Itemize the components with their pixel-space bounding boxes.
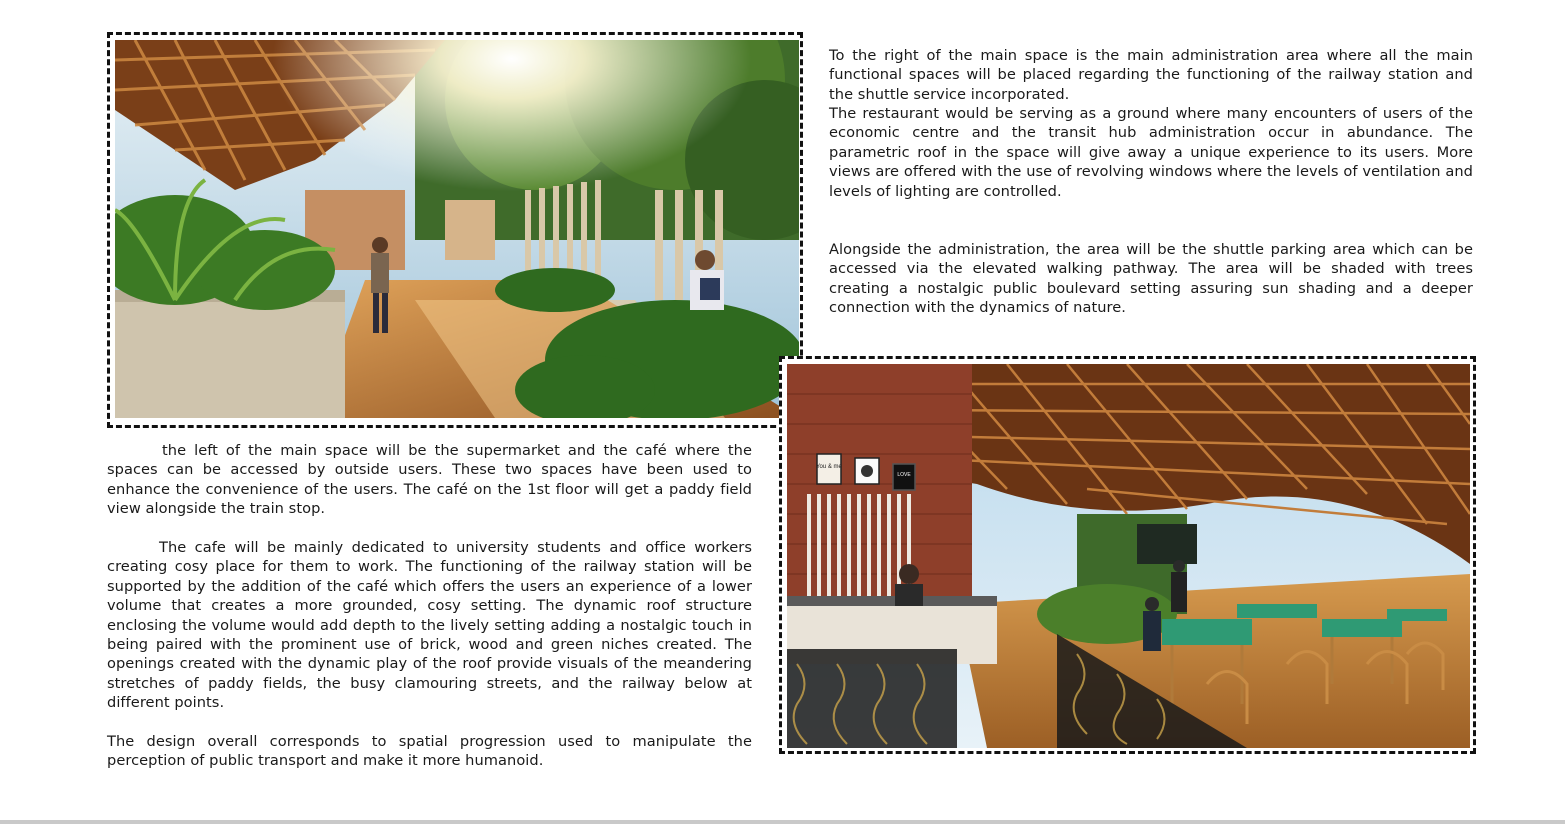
admin-area-paragraph: To the right of the main space is the main administration area where all the main functional spaces will be placed regarding the functioning of the railway station and the shuttle service incorporated. — [829, 47, 1473, 103]
cafe-render-image — [787, 364, 1470, 748]
cafe-description-paragraph: The cafe will be mainly dedicated to university students and office workers creating cosy place for them to work. The functioning of the railway station will be supported by the addition of the café which offers the users an experience of a lower volume that creates a more grounded, cosy setting. The dynamic roof structure enclosing the volume would add depth to the lively setting adding a nostalgic touch in being paired with the prominent use of brick, wood and green niches created. The openings created with the dynamic play of the roof provide visuals of the meandering stretches of paddy fields, the busy clamouring streets, and the railway below at different points. — [107, 539, 752, 712]
restaurant-paragraph: The restaurant would be serving as a ground where many encounters of users of the economic centre and the transit hub administration occur in abundance. The parametric roof in the space will give away a unique experience to its users. More views are offered with the use of revolving windows where the levels of ventilation and levels of lighting are controlled. — [829, 105, 1473, 200]
walkway-render-image — [115, 40, 799, 418]
supermarket-cafe-paragraph: the left of the main space will be the supermarket and the café where the spaces can be accessed by outside users. These two spaces have been used to enhance the convenience of the users. The café on the 1st floor will get a paddy field view alongside the train stop. — [107, 442, 752, 518]
shuttle-parking-paragraph: Alongside the administration, the area will be the shuttle parking area which can be accessed via the elevated walking pathway. The area will be shaded with trees creating a nostalgic public boulevard setting assuring sun shading and a deeper connection with the dynamics of nature. — [829, 241, 1473, 317]
poster-you-and-me: You & me — [816, 464, 842, 470]
page-bottom-rule — [0, 820, 1565, 824]
design-overall-paragraph: The design overall corresponds to spatial progression used to manipulate the perception of public transport and make it more humanoid. — [107, 733, 752, 770]
poster-love: LOVE — [897, 472, 911, 478]
